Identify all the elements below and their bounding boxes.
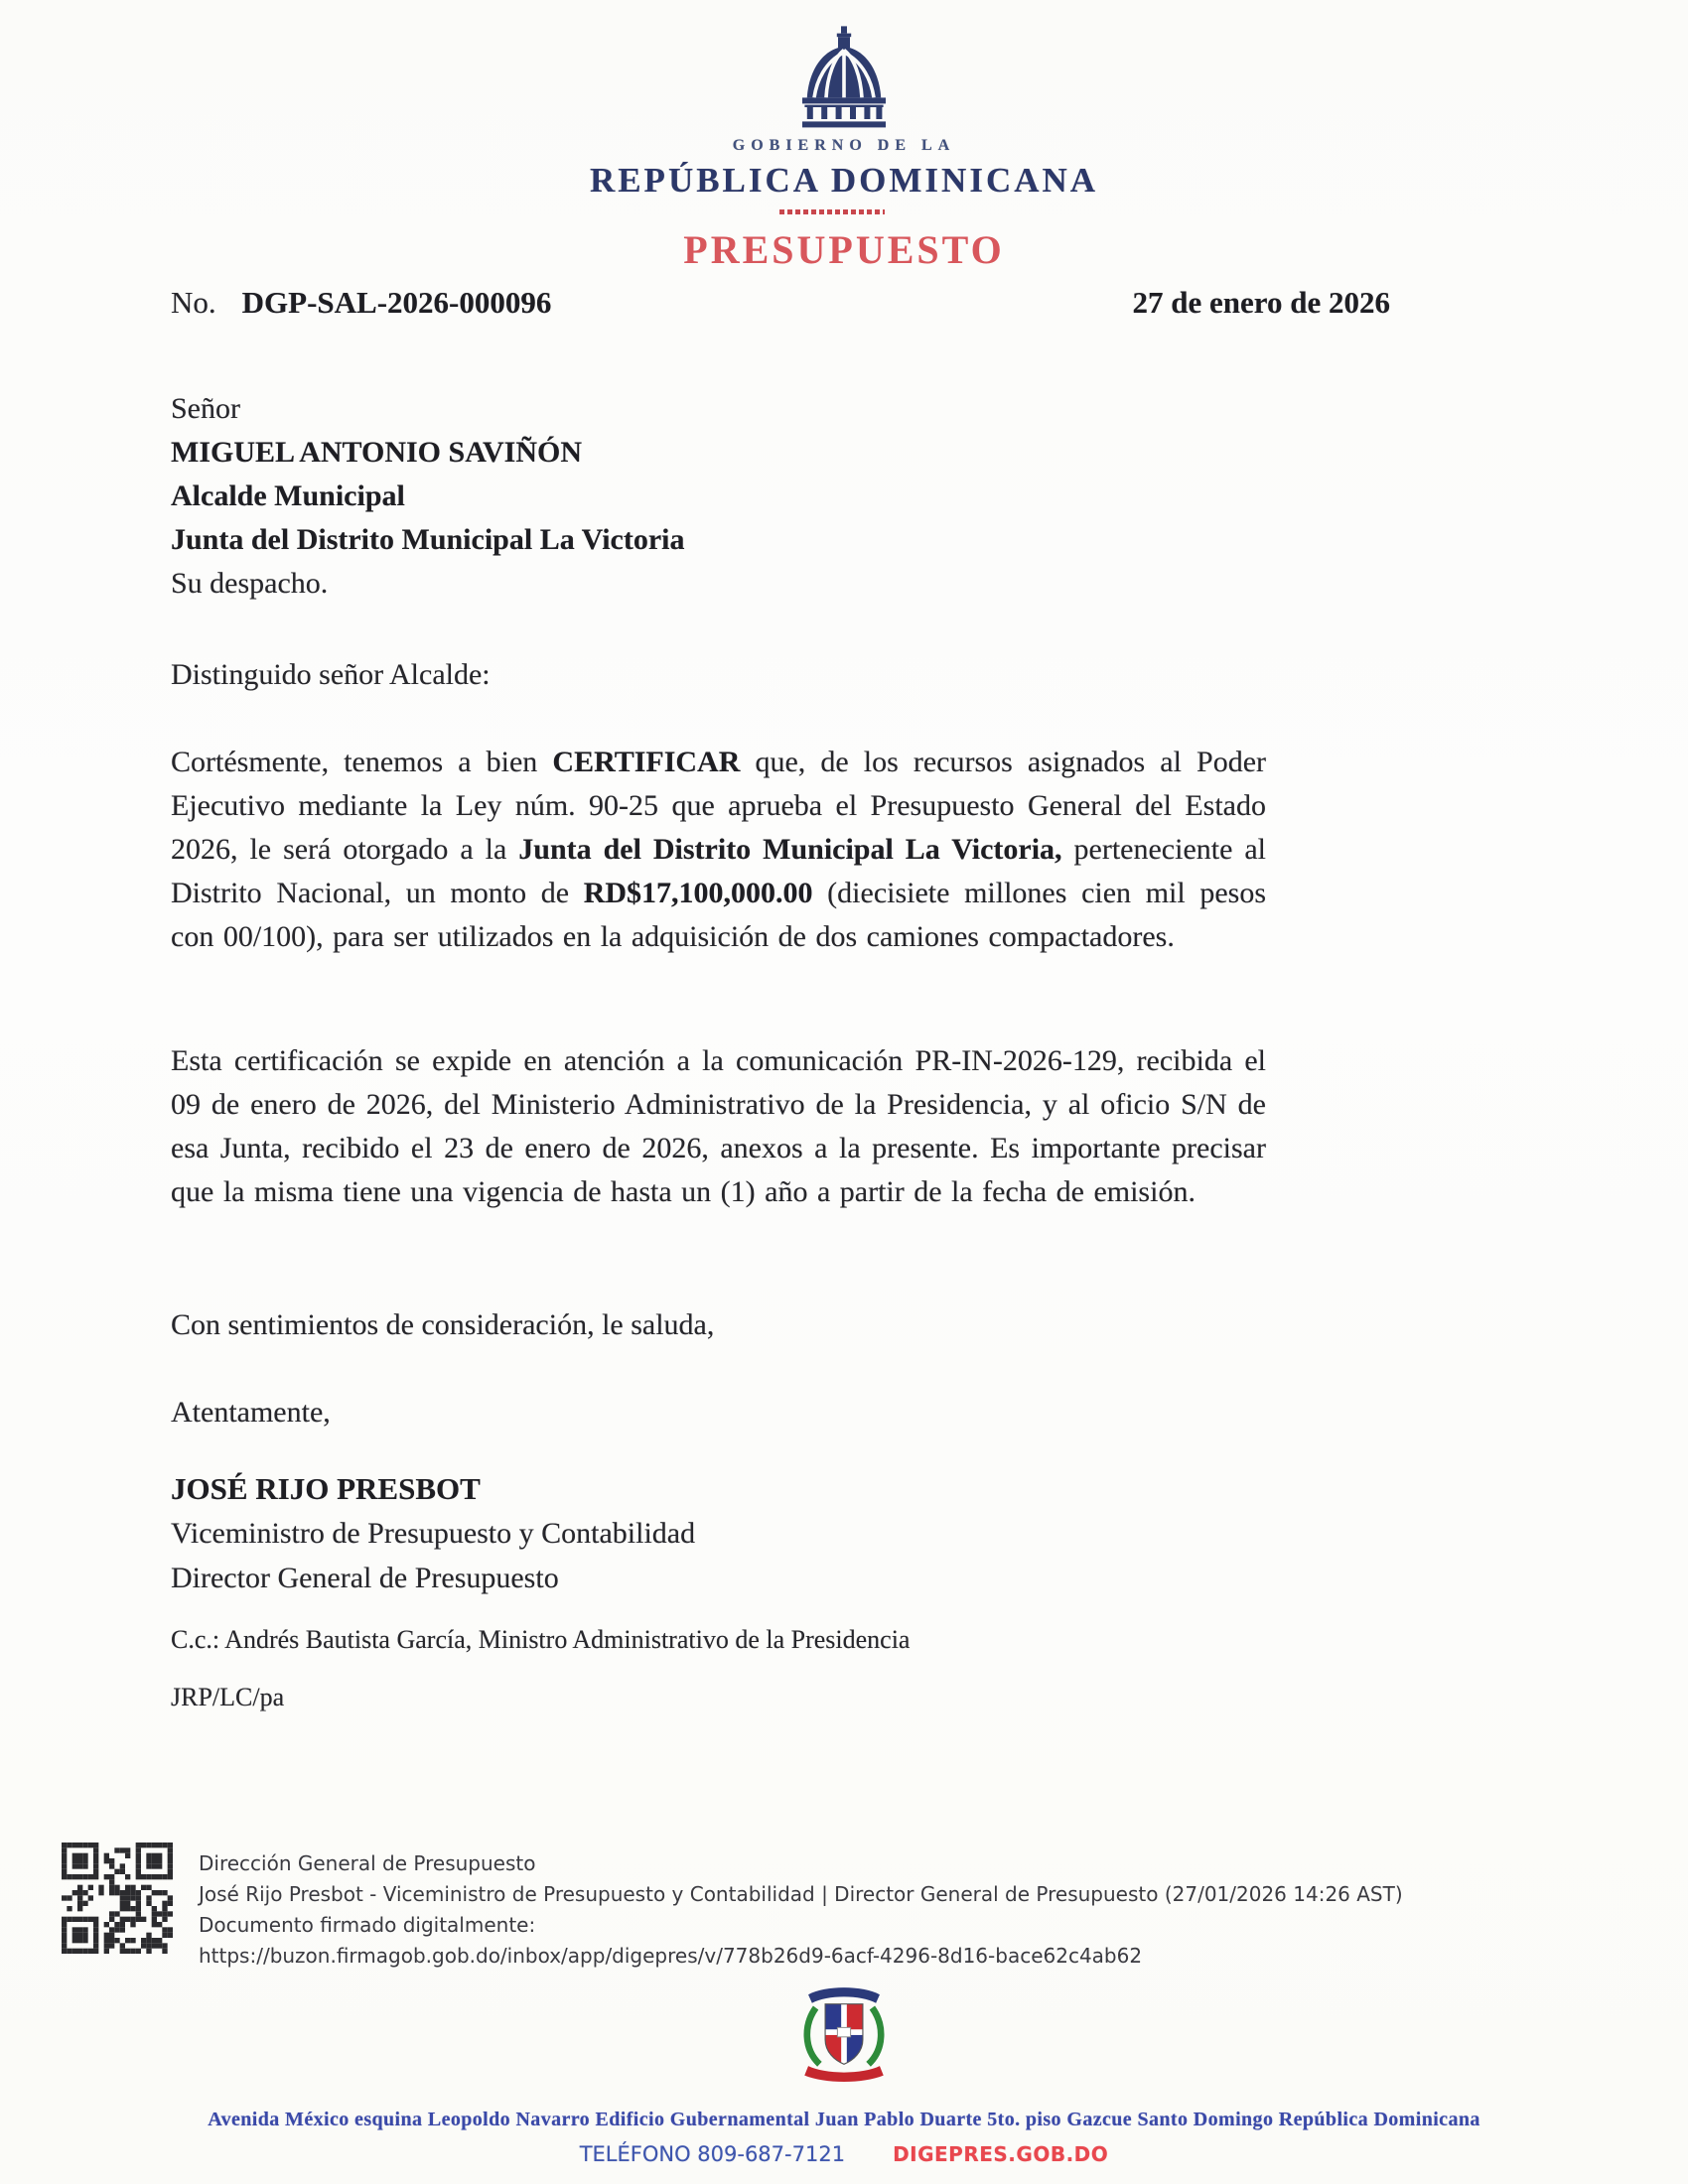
signature-block	[171, 1466, 695, 1600]
red-dash-divider	[779, 209, 885, 214]
footer-phone: TELÉFONO 809-687-7121	[579, 2142, 846, 2166]
body-paragraph-1: Cortésmente, tenemos a bien CERTIFICAR que, de los recursos asignados al Poder Ejecutivo mediante la Ley núm. 90-25 que aprueba el Presupuesto General del Estado 2026, le será otorgado a la Junta del Distrito Municipal La Victoria, perteneciente al Distrito Nacional, un monto de RD$17,100,000.00 (diecisiete millones cien mil pesos con 00/100), para ser utilizados en la adquisición de dos camiones compactadores.	[171, 746, 1267, 953]
recipient-entity: Junta del Distrito Municipal La Victoria	[171, 523, 685, 556]
dome-emblem-icon	[784, 26, 904, 129]
greeting-line: Distinguido señor Alcalde:	[171, 658, 491, 691]
recipient-block	[171, 387, 685, 606]
institution-name: PRESUPUESTO	[683, 227, 1005, 272]
qr-code	[62, 1843, 173, 1954]
signer-name: JOSÉ RIJO PRESBOT	[171, 1471, 481, 1506]
reference-number-group	[171, 285, 551, 321]
reference-row	[171, 285, 1390, 321]
recipient-name: MIGUEL ANTONIO SAVIÑÓN	[171, 436, 582, 469]
brand-government-line: GOBIERNO DE LA	[732, 137, 956, 154]
letter-date: 27 de enero de 2026	[1132, 285, 1390, 320]
signer-title-1: Viceministro de Presupuesto y Contabilidad	[171, 1517, 696, 1550]
reference-label: No.	[171, 285, 216, 320]
signoff-line: Atentamente,	[171, 1396, 331, 1429]
coat-of-arms-icon	[786, 1981, 902, 2087]
brand-country-line: REPÚBLICA DOMINICANA	[589, 161, 1099, 200]
footer-contact-row	[0, 2142, 1688, 2166]
digital-signature-org: Dirección General de Presupuesto	[199, 1851, 536, 1875]
body-paragraph-2: Esta certificación se expide en atención a la comunicación PR-IN-2026-129, recibida el 09 de enero de 2026, del Ministerio Administrativo de la Presidencia, y al oficio S/N de esa Junta, recibido el 23 de enero de 2026, anexos a la presente. Es importante precisar que la misma tiene una vigencia de hasta un (1) año a partir de la fecha de emisión.	[171, 1044, 1266, 1208]
letterhead	[0, 26, 1688, 273]
typist-initials: JRP/LC/pa	[171, 1683, 285, 1711]
digital-signature-block	[199, 1848, 1403, 1972]
cc-line: C.c.: Andrés Bautista García, Ministro Administrativo de la Presidencia	[171, 1625, 911, 1654]
recipient-title: Alcalde Municipal	[171, 479, 405, 512]
reference-number: DGP-SAL-2026-000096	[241, 285, 552, 320]
footer-address: Avenida México esquina Leopoldo Navarro Edificio Gubernamental Juan Pablo Duarte 5to. piso Gazcue Santo Domingo República Dominicana	[208, 2109, 1480, 2130]
footer-website: DIGEPRES.GOB.DO	[893, 2142, 1109, 2166]
digital-signature-signer: José Rijo Presbot - Viceministro de Presupuesto y Contabilidad | Director General de Presupuesto (27/01/2026 14:26 AST)	[199, 1882, 1403, 1906]
closing-line: Con sentimientos de consideración, le saluda,	[171, 1308, 715, 1341]
signer-title-2: Director General de Presupuesto	[171, 1562, 559, 1594]
recipient-office: Su despacho.	[171, 567, 329, 600]
recipient-prefix: Señor	[171, 392, 240, 425]
digital-signature-statement: Documento firmado digitalmente:	[199, 1913, 536, 1937]
digital-signature-url: https://buzon.firmagob.gob.do/inbox/app/digepres/v/778b26d9-6acf-4296-8d16-bace62c4ab62	[199, 1944, 1143, 1968]
